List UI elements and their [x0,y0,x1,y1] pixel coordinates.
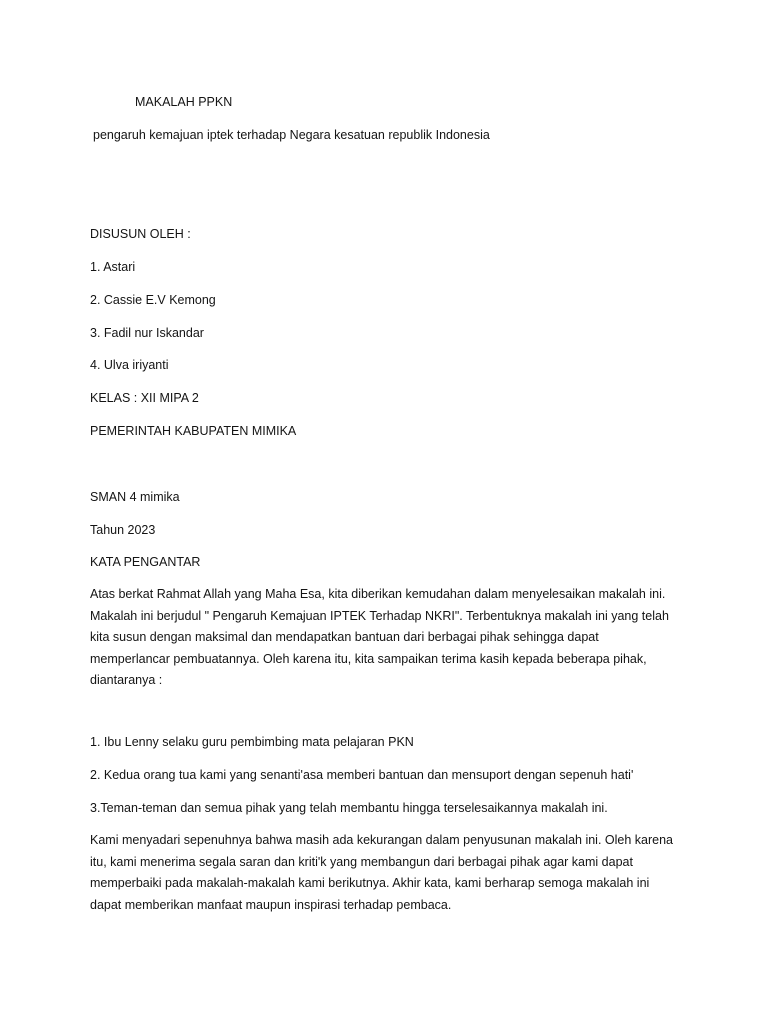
thanks-item: 2. Kedua orang tua kami yang senanti'asa memberi bantuan dan mensuport dengan sepenuh hati' [90,768,634,782]
document-subtitle: pengaruh kemajuan iptek terhadap Negara kesatuan republik Indonesia [93,128,490,142]
paragraph-line: Kami menyadari sepenuhnya bahwa masih ada kekurangan dalam penyusunan makalah ini. Oleh karena [90,833,674,847]
author-item: 2. Cassie E.V Kemong [90,293,216,307]
authors-heading: DISUSUN OLEH : [90,227,191,241]
closing-paragraph [90,830,690,916]
paragraph-line: memperlancar pembuatannya. Oleh karena itu, kita sampaikan terima kasih kepada beberapa pihak, [90,651,647,666]
foreword-heading: KATA PENGANTAR [90,555,201,569]
foreword-paragraph [90,584,690,692]
paragraph-line: memperbaiki pada makalah-makalah kami berikutnya. Akhir kata, kami berharap semoga makalah ini [90,876,650,891]
author-item: 3. Fadil nur Iskandar [90,326,204,340]
year-label: Tahun 2023 [90,523,156,537]
class-label: KELAS : XII MIPA 2 [90,391,199,405]
paragraph-line: dapat memberikan manfaat maupun inspirasi terhadap pembaca. [90,897,452,912]
author-item: 1. Astari [90,260,136,274]
paragraph-line: kita susun dengan maksimal dan mendapatkan bantuan dari berbagai pihak sehingga dapat [90,630,599,645]
paragraph-line: itu, kami menerima segala saran dan kriti'k yang membangun dari berbagai pihak agar kami dapat [90,854,633,869]
thanks-item: 1. Ibu Lenny selaku guru pembimbing mata pelajaran PKN [90,735,414,749]
document-title: MAKALAH PPKN [135,95,233,109]
paragraph-line: Atas berkat Rahmat Allah yang Maha Esa, kita diberikan kemudahan dalam menyelesaikan makalah ini. [90,587,666,601]
paragraph-line: Makalah ini berjudul " Pengaruh Kemajuan IPTEK Terhadap NKRI". Terbentuknya makalah ini yang telah [90,608,669,623]
paragraph-line: diantaranya : [90,673,163,688]
author-item: 4. Ulva iriyanti [90,358,169,372]
school-label: SMAN 4 mimika [90,490,180,504]
thanks-item: 3.Teman-teman dan semua pihak yang telah membantu hingga terselesaikannya makalah ini. [90,801,608,815]
government-label: PEMERINTAH KABUPATEN MIMIKA [90,424,297,438]
